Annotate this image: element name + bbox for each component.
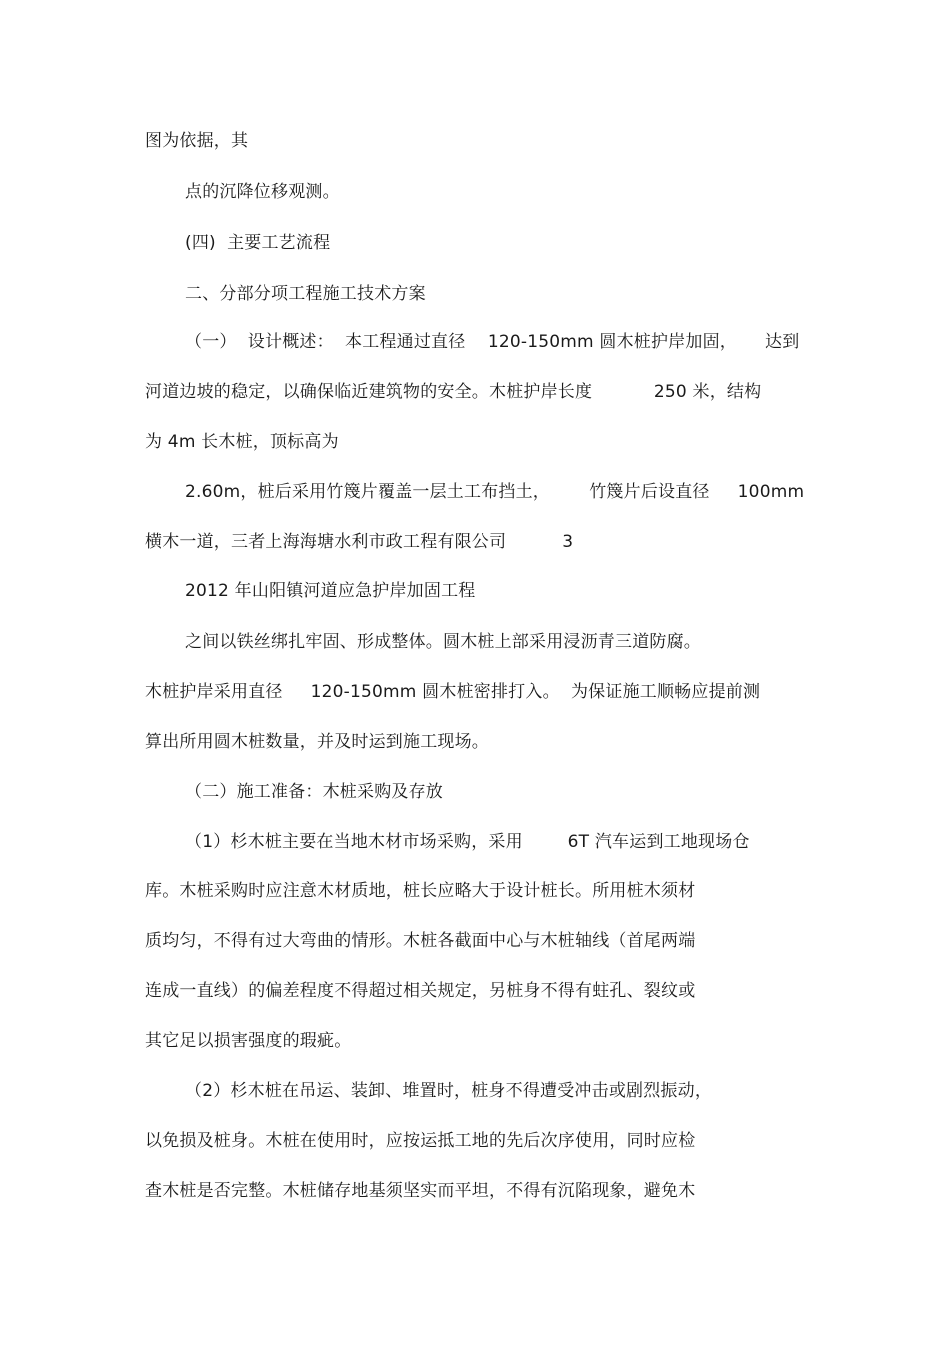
text-line: 连成一直线）的偏差程度不得超过相关规定，另桩身不得有蛀孔、裂纹或: [145, 981, 696, 1001]
section-heading: （二）施工准备：木桩采购及存放: [185, 782, 443, 802]
text-line: 查木桩是否完整。木桩储存地基须坚实而平坦，不得有沉陷现象，避免木: [145, 1181, 696, 1201]
text-line: 为 4m 长木桩，顶标高为: [145, 432, 339, 452]
text-line: （1）杉木桩主要在当地木材市场采购，采用 6T 汽车运到工地现场仓: [185, 832, 750, 852]
text-line: 2012 年山阳镇河道应急护岸加固工程: [185, 581, 476, 601]
text-line: （一） 设计概述： 本工程通过直径 120-150mm 圆木桩护岸加固， 达到: [185, 332, 800, 352]
text-line: 其它足以损害强度的瑕疵。: [145, 1031, 352, 1051]
text-line: 图为依据，其: [145, 131, 249, 151]
text-line: 算出所用圆木桩数量，并及时运到施工现场。: [145, 732, 489, 752]
text-line: 以免损及桩身。木桩在使用时，应按运抵工地的先后次序使用，同时应检: [145, 1131, 696, 1151]
text-line: 2.60m，桩后采用竹篾片覆盖一层土工布挡土， 竹篾片后设直径 100mm: [185, 482, 805, 502]
text-line: （2）杉木桩在吊运、装卸、堆置时，桩身不得遭受冲击或剧烈振动，: [185, 1081, 713, 1101]
text-line: 横木一道，三者上海海塘水利市政工程有限公司 3: [145, 532, 574, 552]
text-line: 河道边坡的稳定，以确保临近建筑物的安全。木桩护岸长度 250 米，结构: [145, 382, 762, 402]
section-heading: 二、分部分项工程施工技术方案: [185, 284, 426, 304]
text-line: 质均匀，不得有过大弯曲的情形。木桩各截面中心与木桩轴线（首尾两端: [145, 931, 696, 951]
section-heading: (四) 主要工艺流程: [185, 233, 331, 253]
text-line: 木桩护岸采用直径 120-150mm 圆木桩密排打入。 为保证施工顺畅应提前测: [145, 682, 761, 702]
text-line: 库。木桩采购时应注意木材质地，桩长应略大于设计桩长。所用桩木须材: [145, 881, 696, 901]
text-line: 之间以铁丝绑扎牢固、形成整体。圆木桩上部采用浸沥青三道防腐。: [185, 632, 701, 652]
text-line: 点的沉降位移观测。: [185, 182, 340, 202]
